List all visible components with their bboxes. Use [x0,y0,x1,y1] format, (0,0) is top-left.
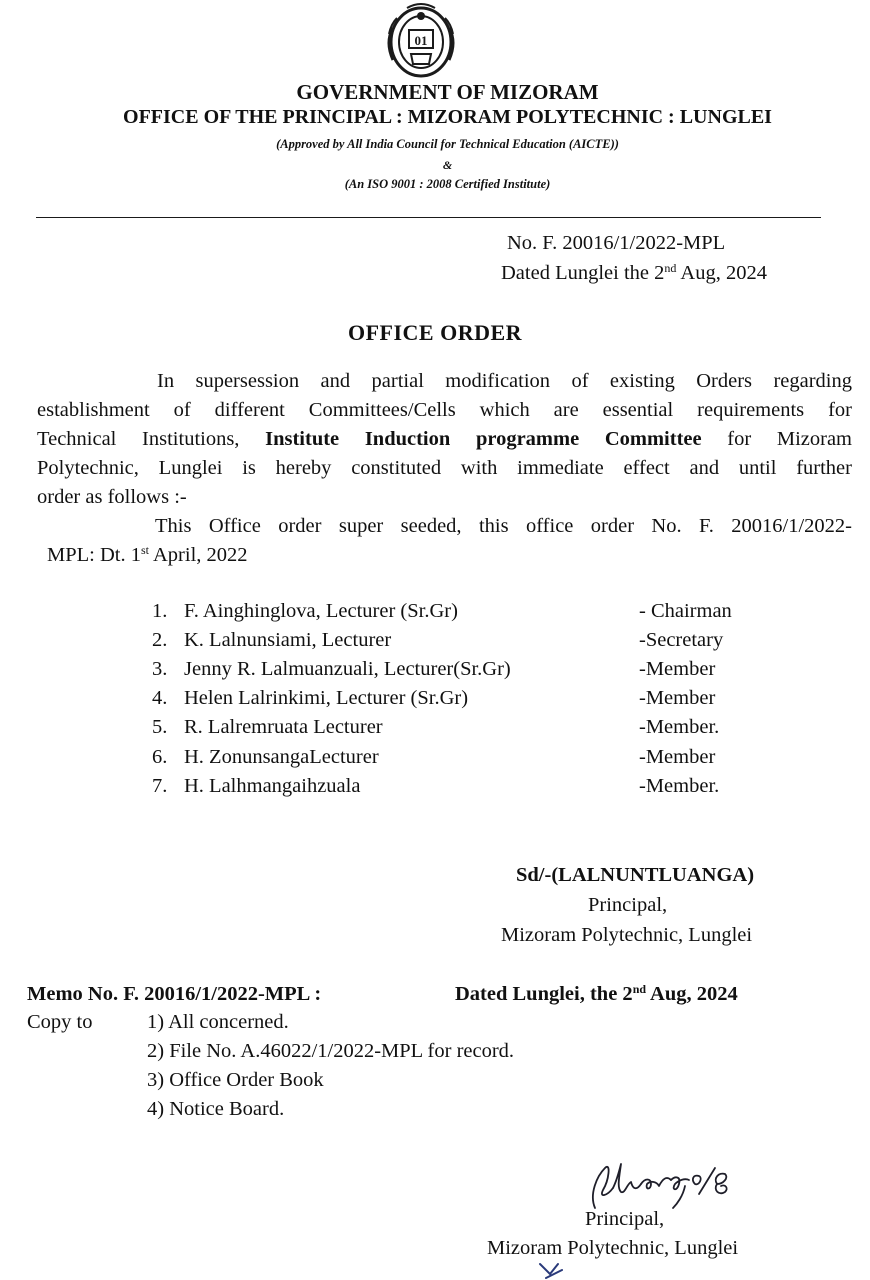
member-role: -Member [639,658,716,680]
member-name: H. Lalhmangaihzuala [184,775,361,797]
document-title: OFFICE ORDER [347,320,523,345]
member-name: F. Ainghinglova, Lecturer (Sr.Gr) [184,600,458,622]
header-divider [36,217,821,218]
copy-item: 3) Office Order Book [147,1069,324,1091]
copy-item: 4) Notice Board. [147,1098,285,1120]
header-ampersand: & [442,158,453,172]
government-seal-icon [381,2,461,80]
paragraph-line: order as follows :- [37,486,187,508]
paragraph-line: Technical Institutions, Institute Induction programme Committee for Mizoram [37,428,852,450]
member-role: -Member. [639,775,720,797]
copy-item: 1) All concerned. [147,1011,289,1033]
member-row: 7. H. Lalhmangaihzuala -Member. [152,775,720,797]
paragraph-line: In supersession and partial modification of existing Orders regarding [157,370,852,392]
member-row: 2. K. Lalnunsiami, Lecturer -Secretary [152,629,724,651]
signatory-designation: Principal, [588,894,668,916]
order-paragraph [37,367,852,512]
signature-designation: Principal, [585,1208,665,1230]
member-name: Jenny R. Lalmuanzuali, Lecturer(Sr.Gr) [184,658,511,680]
signature-institution: Mizoram Polytechnic, Lunglei [487,1237,739,1259]
copy-to-label: Copy to [27,1011,93,1033]
member-name: K. Lalnunsiami, Lecturer [184,629,392,651]
paragraph-line: MPL: Dt. 1st April, 2022 [47,543,248,566]
signatory-name: Sd/-(LALNUNTLUANGA) [516,864,755,886]
member-name: R. Lalremruata Lecturer [184,716,383,738]
reference-number: No. F. 20016/1/2022-MPL [507,232,726,254]
paragraph-line: establishment of different Committees/Cells which are essential requirements for [37,399,852,421]
svg-text:01: 01 [414,33,428,48]
member-name: H. ZonunsangaLecturer [184,746,379,768]
memo-number: Memo No. F. 20016/1/2022-MPL : [27,983,322,1005]
supersede-paragraph [47,512,852,570]
member-role: -Member [639,746,716,768]
committee-name: Institute Induction programme Committee [265,428,702,450]
member-role: - Chairman [639,600,732,622]
paragraph-line: Polytechnic, Lunglei is hereby constituted with immediate effect and until further [37,457,852,479]
member-row: 6. H. ZonunsangaLecturer -Member [152,746,716,768]
copy-item: 2) File No. A.46022/1/2022-MPL for record. [147,1040,515,1062]
header-iso-note: (An ISO 9001 : 2008 Certified Institute) [344,177,551,191]
member-name: Helen Lalrinkimi, Lecturer (Sr.Gr) [184,687,469,709]
signatory-institution: Mizoram Polytechnic, Lunglei [501,924,753,946]
member-row: 5. R. Lalremruata Lecturer -Member. [152,716,720,738]
header-office-title: OFFICE OF THE PRINCIPAL : MIZORAM POLYTECHNIC : LUNGLEI [123,106,772,128]
member-role: -Member [639,687,716,709]
member-row: 4. Helen Lalrinkimi, Lecturer (Sr.Gr) -Member [152,687,716,709]
header-government-title: GOVERNMENT OF MIZORAM [296,80,599,104]
pen-tick-mark [536,1262,566,1280]
member-role: -Member. [639,716,720,738]
member-row: 1. F. Ainghinglova, Lecturer (Sr.Gr) - Chairman [152,600,732,622]
paragraph-line: This Office order super seeded, this office order No. F. 20016/1/2022- [155,515,852,537]
reference-date: Dated Lunglei the 2nd Aug, 2024 [501,261,767,284]
member-role: -Secretary [639,629,724,651]
memo-date: Dated Lunglei, the 2nd Aug, 2024 [455,982,738,1005]
header-approval-note: (Approved by All India Council for Technical Education (AICTE)) [276,137,619,151]
member-row: 3. Jenny R. Lalmuanzuali, Lecturer(Sr.Gr) -Member [152,658,716,680]
